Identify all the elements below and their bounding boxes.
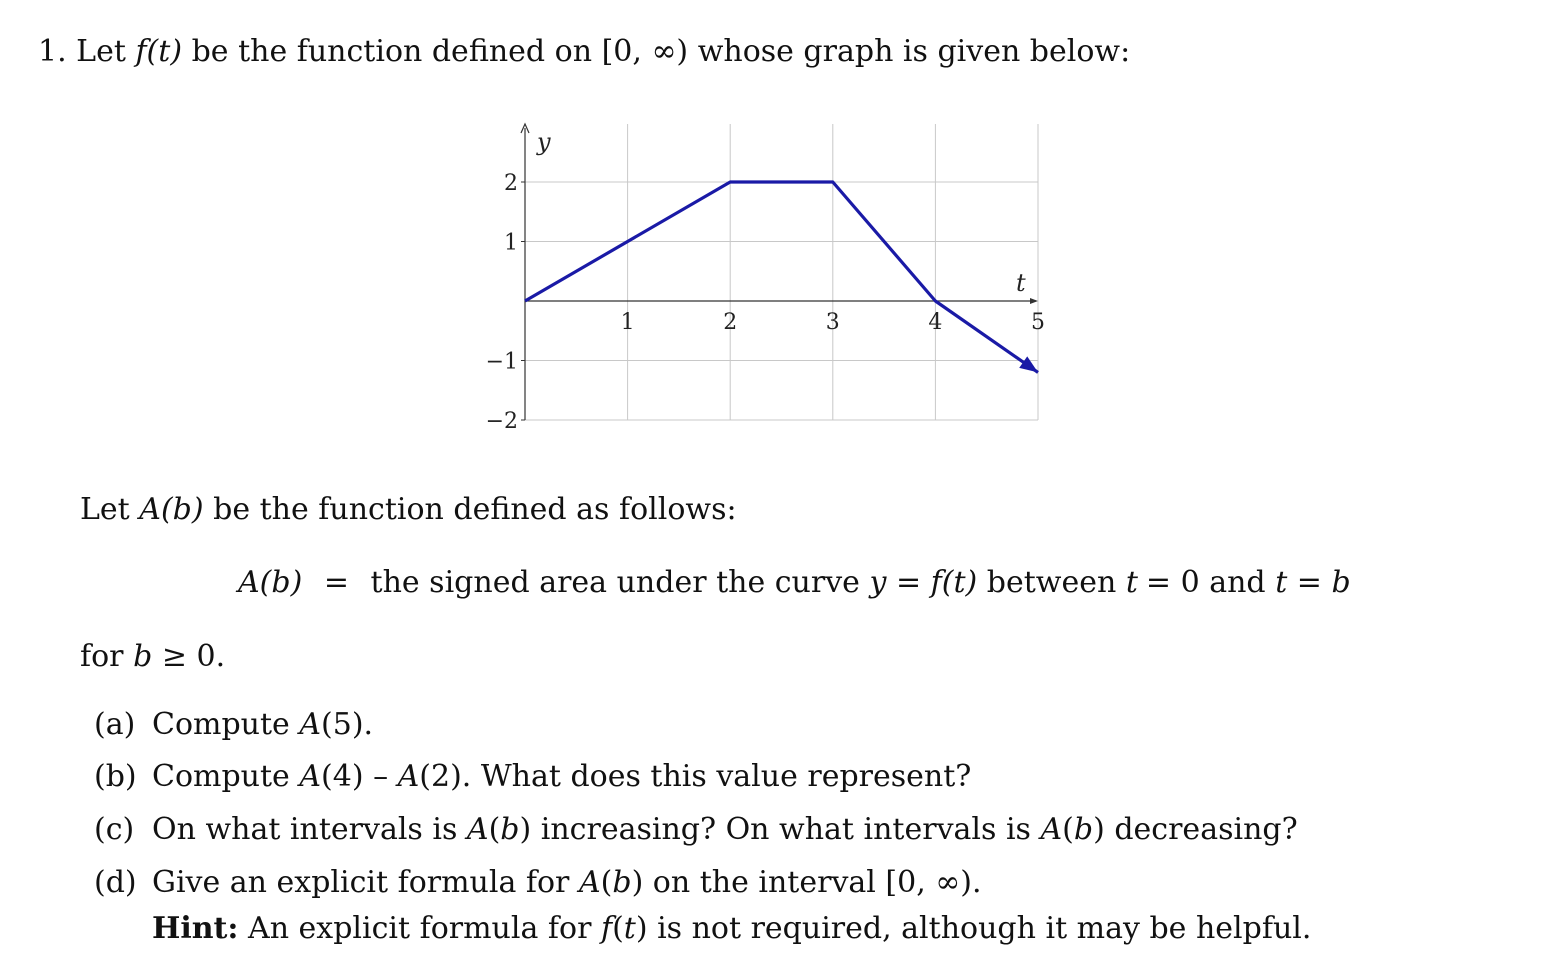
y-tick-label: 2	[504, 171, 518, 196]
x-tick-label: 2	[723, 310, 738, 335]
intro-text: be the function defined on	[191, 34, 593, 69]
series	[525, 182, 1038, 372]
y-axis-label: y	[537, 128, 551, 156]
x-axis-arrow	[1030, 298, 1038, 304]
part-text	[152, 759, 971, 795]
x-tick-label: 4	[928, 310, 943, 335]
problem-intro	[38, 34, 1130, 70]
math: A	[299, 707, 322, 742]
math: t	[623, 911, 636, 946]
part-text	[152, 707, 373, 743]
x-tick-label: 1	[620, 310, 635, 335]
def-eq: =	[323, 565, 349, 600]
x-tick-label: 5	[1031, 310, 1045, 335]
math: A	[578, 865, 601, 900]
hint-label: Hint:	[152, 911, 239, 946]
def-lhs: A(b)	[238, 565, 303, 600]
problem-number: 1.	[38, 34, 67, 69]
definition-intro	[80, 492, 737, 528]
function-graph	[460, 110, 1080, 440]
x-tick-label: 3	[825, 310, 840, 335]
def-text: be the function defined as follows:	[213, 492, 737, 527]
y-tick-label: −1	[485, 349, 518, 375]
for-text: ≥ 0.	[161, 639, 226, 674]
for-b: b	[133, 639, 153, 674]
text: (	[488, 812, 501, 847]
grid	[525, 124, 1038, 420]
math: A	[397, 759, 420, 794]
interval: [0, ∞)	[601, 34, 689, 69]
def-rhs-b: b	[1331, 565, 1351, 600]
text: (4) –	[321, 759, 389, 794]
text: ) is not required, although it may be helpful.	[635, 911, 1312, 946]
part-text	[152, 865, 982, 901]
def-rhs-t: t	[1125, 565, 1138, 600]
math: A	[466, 812, 489, 847]
part-label: (a)	[94, 707, 136, 742]
math: f	[600, 911, 613, 946]
text: Give an explicit formula for	[152, 865, 570, 900]
def-rhs-text: the signed area under the curve	[370, 565, 860, 600]
def-rhs-f: f(t)	[930, 565, 978, 600]
math: A	[299, 759, 322, 794]
axes	[521, 124, 1038, 420]
part-text	[152, 812, 1298, 848]
text: (5).	[321, 707, 374, 742]
def-rhs-y: y	[869, 565, 887, 600]
series-arrowhead	[1019, 356, 1038, 372]
text: Compute	[152, 707, 290, 742]
text: (2). What does this value represent?	[419, 759, 972, 794]
def-rhs-text: between	[986, 565, 1117, 600]
part-label: (d)	[94, 865, 137, 900]
text: (	[600, 865, 613, 900]
y-tick-label: −2	[485, 409, 518, 434]
def-rhs-text: and	[1209, 565, 1266, 600]
math: b	[500, 812, 520, 847]
text: ) increasing? On what intervals is	[519, 812, 1031, 847]
A-of-b: A(b)	[139, 492, 204, 527]
y-tick-label: 1	[504, 230, 518, 256]
part-label: (c)	[94, 812, 135, 847]
x-axis-label: t	[1016, 269, 1026, 297]
text: On what intervals is	[152, 812, 458, 847]
def-rhs-eq: =	[1296, 565, 1322, 600]
def-rhs-eq: =	[895, 565, 922, 600]
intro-text: whose graph is given below:	[697, 34, 1131, 69]
def-rhs-t: t	[1275, 565, 1288, 600]
for-text: for	[80, 639, 124, 674]
math: b	[1073, 812, 1094, 847]
text: An explicit formula for	[248, 911, 592, 946]
hint	[152, 911, 1311, 947]
tick-labels	[486, 171, 1045, 434]
def-rhs-eq0: = 0	[1145, 565, 1200, 600]
text: ) on the interval [0, ∞).	[631, 865, 982, 900]
def-text: Let	[80, 492, 130, 527]
part-label: (b)	[94, 759, 137, 794]
text: (	[1062, 812, 1074, 847]
text: (	[612, 911, 624, 946]
math: A	[1040, 812, 1063, 847]
intro-text: Let	[76, 34, 126, 69]
f-of-t: f(t)	[135, 34, 183, 69]
series-line	[525, 182, 1038, 372]
text: Compute	[152, 759, 290, 794]
for-clause	[80, 639, 225, 675]
math: b	[612, 865, 632, 900]
definition-display	[238, 565, 1351, 601]
text: ) decreasing?	[1093, 812, 1298, 847]
